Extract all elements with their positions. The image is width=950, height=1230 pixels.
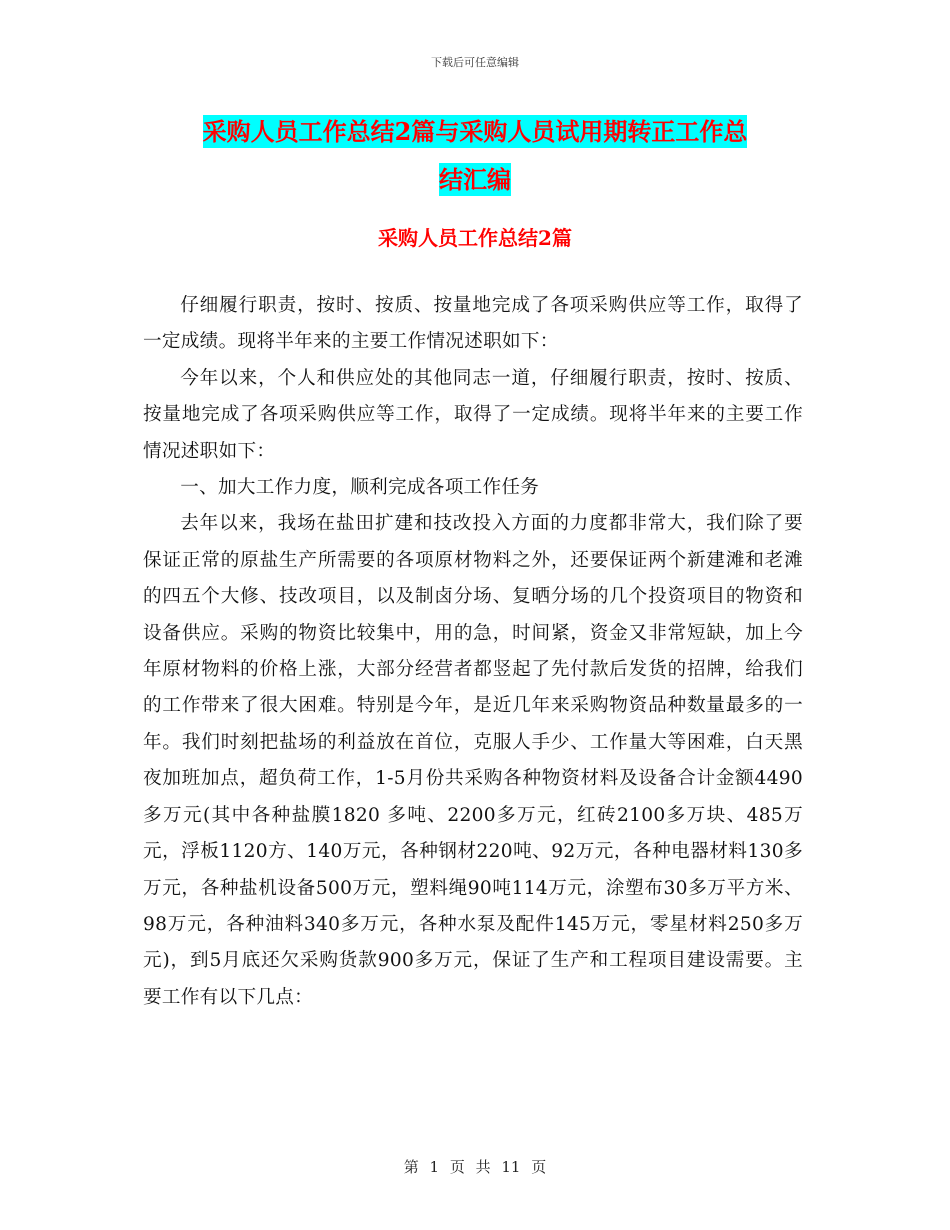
paragraph-heading: 一、加大工作力度，顺利完成各项工作任务 bbox=[180, 477, 540, 499]
header-note: 下载后可任意编辑 bbox=[431, 56, 519, 69]
paragraph: 仔细履行职责，按时、按质、按量地完成了各项采购供应等工作，取得了一定成绩。现将半年来的主要工作情况述职如下： bbox=[143, 295, 803, 353]
title-line-1: 采购人员工作总结2篇与采购人员试用期转正工作总 bbox=[202, 117, 748, 146]
paragraph: 去年以来，我场在盐田扩建和技改投入方面的力度都非常大，我们除了要保证正常的原盐生产所需要的各项原材物料之外，还要保证两个新建滩和老滩的四五个大修、技改项目，以及制卤分场、复晒分场的几个投资项目的物资和设备供应。采购的物资比较集中，用的急，时间紧，资金又非常短缺，加上今年原材物料的价格上涨，大部分经营者都竖起了先付款后发货的招牌，给我们的工作带来了很大困难。特别是今年，是近几年来采购物资品种数量最多的一年。我们时刻把盐场的利益放在首位，克服人手少、工作量大等困难，白天黑夜加班加点，超负荷工作，1-5月份共采购各种物资材料及设备合计金额4490多万元(其中各种盐膜1820 多吨、2200多万元，红砖2100多万块、485万元，浮板1120方、140万元，各种钢材220吨、92万元，各种电器材料130多万元，各种盐机设备500万元，塑料绳90吨114万元，涂塑布30多万平方米、98万元，各种油料340多万元，各种水泵及配件145万元，零星材料250多万元)，到5月底还欠采购货款900多万元，保证了生产和工程项目建设需要。主要工作有以下几点： bbox=[143, 513, 803, 1008]
paragraph: 今年以来，个人和供应处的其他同志一道，仔细履行职责，按时、按质、按量地完成了各项采购供应等工作，取得了一定成绩。现将半年来的主要工作情况述职如下： bbox=[143, 367, 803, 462]
section-title: 采购人员工作总结2篇 bbox=[378, 226, 572, 250]
page-number: 第 1 页 共 11 页 bbox=[403, 1158, 547, 1176]
document-title bbox=[140, 108, 810, 204]
body-text bbox=[143, 288, 803, 1016]
title-line-2: 结汇编 bbox=[439, 165, 511, 194]
